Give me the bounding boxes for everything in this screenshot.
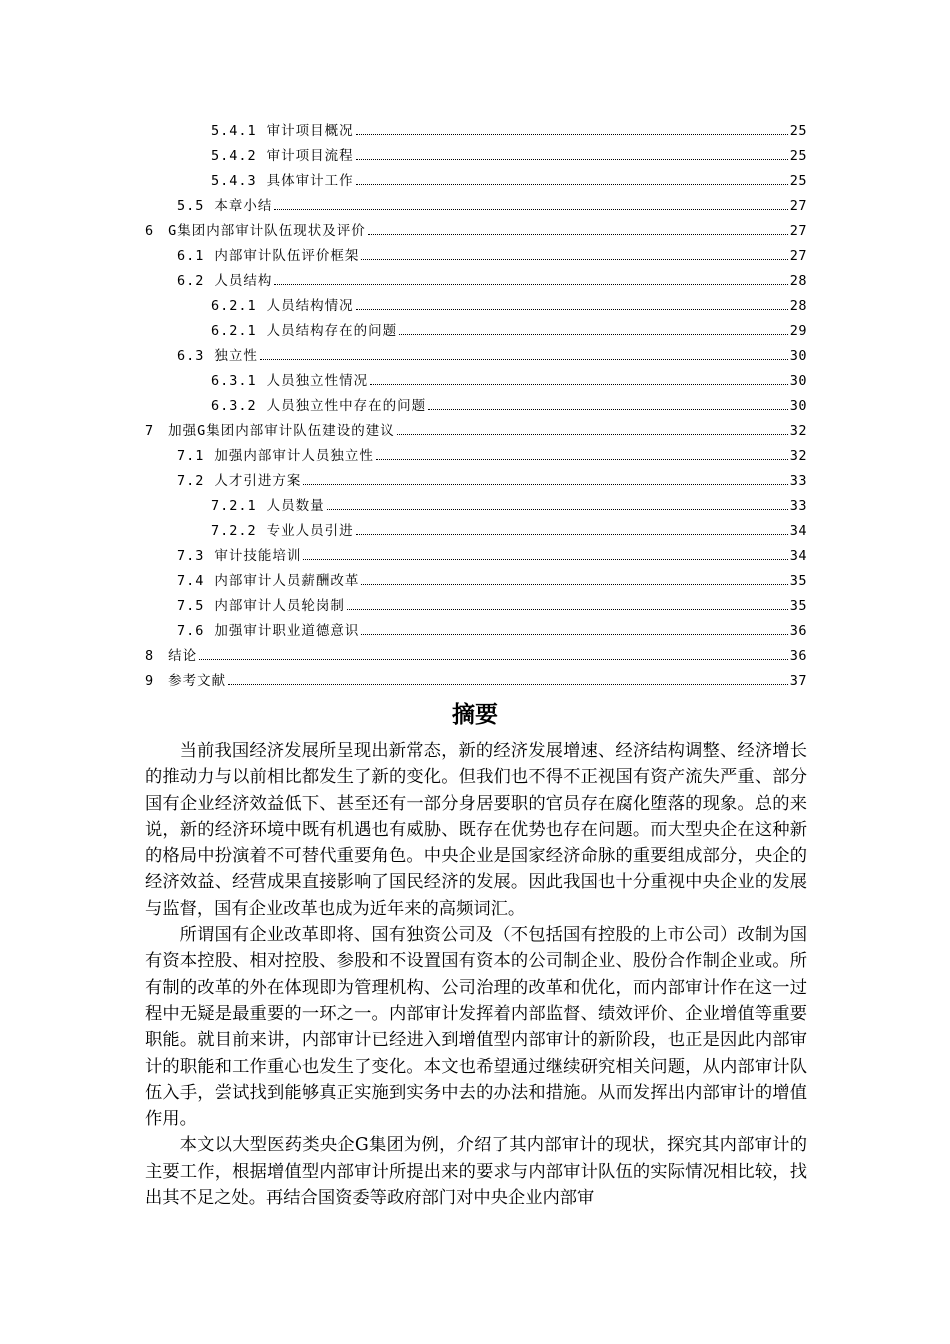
- toc-entry[interactable]: [177, 589, 807, 614]
- toc-entry-label: 审计项目流程: [266, 148, 354, 164]
- toc-entry-page-number: 33: [789, 473, 807, 489]
- toc-entry-label: 内部审计人员轮岗制: [214, 598, 345, 614]
- toc-entry[interactable]: [211, 314, 807, 339]
- toc-entry-label: 结论: [168, 648, 198, 664]
- toc-entry-number: 6.2.1: [211, 298, 257, 314]
- toc-entry-page-number: 36: [789, 648, 807, 664]
- toc-dot-leader: [361, 259, 787, 260]
- toc-entry-page-number: 36: [789, 623, 807, 639]
- toc-entry-page-number: 25: [789, 148, 807, 164]
- toc-entry[interactable]: [211, 489, 807, 514]
- toc-entry-page-number: 30: [789, 398, 807, 414]
- toc-entry-label: 加强审计职业道德意识: [214, 623, 360, 639]
- toc-entry[interactable]: [211, 164, 807, 189]
- toc-entry-number: 9: [145, 673, 155, 689]
- toc-dot-leader: [327, 509, 788, 510]
- toc-entry-number: 7.2.2: [211, 523, 257, 539]
- toc-dot-leader: [274, 284, 787, 285]
- toc-entry[interactable]: [177, 264, 807, 289]
- toc-dot-leader: [361, 634, 787, 635]
- toc-entry-number: 5.4.2: [211, 148, 257, 164]
- toc-entry-label: 人员结构: [214, 273, 273, 289]
- toc-entry[interactable]: [145, 664, 807, 689]
- toc-entry-label: 内部审计人员薪酬改革: [214, 573, 360, 589]
- toc-entry[interactable]: [177, 564, 807, 589]
- toc-entry-label: 本章小结: [214, 198, 273, 214]
- toc-dot-leader: [428, 409, 788, 410]
- toc-entry-label: 人员数量: [266, 498, 325, 514]
- toc-dot-leader: [368, 234, 788, 235]
- toc-entry-label: 内部审计队伍评价框架: [214, 248, 360, 264]
- toc-entry[interactable]: [145, 214, 807, 239]
- toc-entry[interactable]: [211, 514, 807, 539]
- toc-entry-number: 7.6: [177, 623, 205, 639]
- toc-entry-page-number: 37: [789, 673, 807, 689]
- toc-entry-number: 5.4.3: [211, 173, 257, 189]
- toc-entry[interactable]: [177, 539, 807, 564]
- toc-entry-number: 5.5: [177, 198, 205, 214]
- toc-entry-page-number: 25: [789, 173, 807, 189]
- toc-entry[interactable]: [211, 289, 807, 314]
- toc-dot-leader: [303, 559, 787, 560]
- toc-dot-leader: [260, 359, 788, 360]
- toc-dot-leader: [356, 184, 788, 185]
- toc-dot-leader: [376, 459, 788, 460]
- toc-entry-page-number: 32: [789, 423, 807, 439]
- toc-entry-number: 6.3: [177, 348, 205, 364]
- toc-entry-page-number: 27: [789, 248, 807, 264]
- toc-entry-page-number: 27: [789, 198, 807, 214]
- toc-entry-page-number: 28: [789, 298, 807, 314]
- toc-dot-leader: [274, 209, 787, 210]
- toc-entry[interactable]: [145, 414, 807, 439]
- toc-entry-label: 人员结构情况: [266, 298, 354, 314]
- abstract-paragraph-2: 所谓国有企业改革即将、国有独资公司及（不包括国有控股的上市公司）改制为国有资本控股、相对控股、参股和不设置国有资本的公司制企业、股份合作制企业或。所有制的改革的外在体现即为管理机构、公司治理的改革和优化，而内部审计作在这一过程中无疑是最重要的一环之一。内部审计发挥着内部监督、绩效评价、企业增值等重要职能。就目前来讲，内部审计已经进入到增值型内部审计的新阶段，也正是因此内部审计的职能和工作重心也发生了变化。本文也希望通过继续研究相关问题，从内部审计队伍入手，尝试找到能够真正实施到实务中去的办法和措施。从而发挥出内部审计的增值作用。: [145, 925, 807, 1130]
- abstract-body: [145, 738, 807, 1211]
- toc-dot-leader: [347, 609, 788, 610]
- toc-entry-page-number: 30: [789, 373, 807, 389]
- toc-entry[interactable]: [211, 364, 807, 389]
- abstract-title: 摘要: [452, 702, 498, 728]
- toc-entry-page-number: 32: [789, 448, 807, 464]
- toc-entry-label: 具体审计工作: [266, 173, 354, 189]
- toc-entry-page-number: 30: [789, 348, 807, 364]
- toc-entry-page-number: 35: [789, 573, 807, 589]
- toc-entry-number: 6.2.1: [211, 323, 257, 339]
- toc-entry-label: G集团内部审计队伍现状及评价: [168, 223, 366, 239]
- toc-dot-leader: [397, 434, 788, 435]
- abstract-paragraph-1: 当前我国经济发展所呈现出新常态，新的经济发展增速、经济结构调整、经济增长的推动力与以前相比都发生了新的变化。但我们也不得不正视国有资产流失严重、部分国有企业经济效益低下、甚至还有一部分身居要职的官员存在腐化堕落的现象。总的来说，新的经济环境中既有机遇也有威胁、既存在优势也存在问题。而大型央企在这种新的格局中扮演着不可替代重要角色。中央企业是国家经济命脉的重要组成部分，央企的经济效益、经营成果直接影响了国民经济的发展。因此我国也十分重视中央企业的发展与监督，国有企业改革也成为近年来的高频词汇。: [145, 741, 807, 919]
- toc-entry-number: 6.2: [177, 273, 205, 289]
- toc-entry-number: 7: [145, 423, 155, 439]
- toc-dot-leader: [361, 584, 787, 585]
- toc-entry-number: 8: [145, 648, 155, 664]
- toc-dot-leader: [356, 134, 788, 135]
- toc-entry-page-number: 35: [789, 598, 807, 614]
- toc-entry-number: 7.1: [177, 448, 205, 464]
- toc-entry[interactable]: [211, 139, 807, 164]
- toc-entry[interactable]: [145, 639, 807, 664]
- toc-dot-leader: [356, 534, 788, 535]
- toc-entry[interactable]: [177, 189, 807, 214]
- toc-dot-leader: [228, 684, 788, 685]
- toc-entry-number: 6: [145, 223, 155, 239]
- toc-entry[interactable]: [177, 339, 807, 364]
- toc-entry-label: 专业人员引进: [266, 523, 354, 539]
- toc-dot-leader: [356, 159, 788, 160]
- toc-entry-page-number: 28: [789, 273, 807, 289]
- toc-dot-leader: [399, 334, 788, 335]
- toc-dot-leader: [303, 484, 787, 485]
- toc-entry[interactable]: [211, 114, 807, 139]
- toc-entry[interactable]: [177, 614, 807, 639]
- toc-entry-label: 加强G集团内部审计队伍建设的建议: [168, 423, 395, 439]
- toc-entry-label: 审计项目概况: [266, 123, 354, 139]
- toc-entry-page-number: 25: [789, 123, 807, 139]
- toc-entry-number: 7.3: [177, 548, 205, 564]
- toc-entry-number: 7.5: [177, 598, 205, 614]
- toc-entry-label: 独立性: [214, 348, 258, 364]
- toc-dot-leader: [370, 384, 788, 385]
- toc-entry-number: 7.2.1: [211, 498, 257, 514]
- toc-entry[interactable]: [177, 439, 807, 464]
- toc-entry[interactable]: [177, 239, 807, 264]
- toc-entry-label: 人员独立性中存在的问题: [266, 398, 427, 414]
- toc-entry-label: 加强内部审计人员独立性: [214, 448, 374, 464]
- toc-entry[interactable]: [177, 464, 807, 489]
- abstract-paragraph-3: 本文以大型医药类央企G集团为例，介绍了其内部审计的现状，探究其内部审计的主要工作，根据增值型内部审计所提出来的要求与内部审计队伍的实际情况相比较，找出其不足之处。再结合国资委等政府部门对中央企业内部审: [145, 1135, 807, 1209]
- toc-entry-page-number: 34: [789, 548, 807, 564]
- toc-entry-number: 5.4.1: [211, 123, 257, 139]
- toc-entry-number: 7.2: [177, 473, 205, 489]
- toc-entry-page-number: 33: [789, 498, 807, 514]
- toc-entry-label: 审计技能培训: [214, 548, 302, 564]
- toc-entry-label: 人才引进方案: [214, 473, 302, 489]
- toc-dot-leader: [199, 659, 788, 660]
- toc-entry-number: 7.4: [177, 573, 205, 589]
- toc-dot-leader: [356, 309, 788, 310]
- toc-entry[interactable]: [211, 389, 807, 414]
- toc-entry-label: 参考文献: [168, 673, 227, 689]
- toc-entry-label: 人员结构存在的问题: [266, 323, 398, 339]
- toc-entry-number: 6.3.2: [211, 398, 257, 414]
- toc-entry-number: 6.1: [177, 248, 205, 264]
- toc-entry-page-number: 29: [789, 323, 807, 339]
- toc-entry-page-number: 34: [789, 523, 807, 539]
- toc-entry-number: 6.3.1: [211, 373, 257, 389]
- toc-entry-label: 人员独立性情况: [266, 373, 369, 389]
- toc-entry-page-number: 27: [789, 223, 807, 239]
